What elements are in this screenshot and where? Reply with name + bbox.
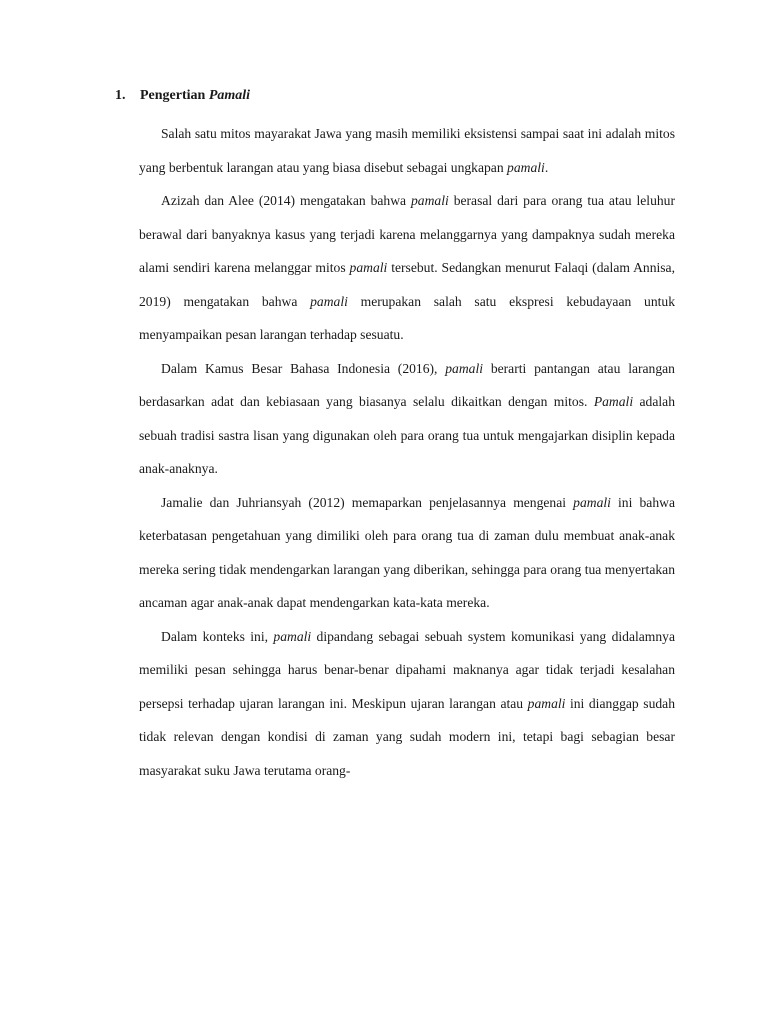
text-run: dipandang sebagai sebuah system komunikasi yang didalamnya memiliki pesan sehingga harus benar-benar dipahami maknanya agar tidak terjadi kesalahan persepsi terhadap ujaran larangan ini. Meskipun ujaran larangan atau <box>139 628 675 711</box>
text-run: ini bahwa keterbatasan pengetahuan yang dimiliki oleh para orang tua di zaman dulu membuat anak-anak mereka sering tidak mendengarkan larangan yang diberikan, sehingga para orang tua menyertakan ancaman agar anak-anak dapat mendengarkan kata-kata mereka. <box>139 494 675 610</box>
text-run: tersebut. Sedangkan menurut Falaqi (dalam Annisa, 2019) mengatakan bahwa <box>139 260 675 309</box>
section-heading <box>115 86 250 106</box>
text-run: merupakan salah satu ekspresi kebudayaan untuk menyampaikan pesan larangan terhadap sesuatu. <box>139 293 675 342</box>
italic-term: pamali <box>273 628 312 644</box>
italic-term: Pamali <box>593 394 634 409</box>
section-title: Pengertian <box>140 88 209 103</box>
paragraph <box>139 117 675 184</box>
body-text <box>139 117 675 787</box>
text-run: Jamalie dan Juhriansyah (2012) memaparkan penjelasannya mengenai <box>161 494 574 510</box>
text-run: adalah sebuah tradisi sastra lisan yang digunakan oleh para orang tua untuk mengajarkan disiplin kepada anak-anaknya. <box>139 394 675 476</box>
text-run: Salah satu mitos mayarakat Jawa yang masih memiliki eksistensi sampai saat ini adalah mitos yang berbentuk larangan atau yang biasa disebut sebagai ungkapan <box>139 126 675 175</box>
italic-term: pamali <box>445 360 484 376</box>
paragraph <box>139 620 675 788</box>
section-title-italic: Pamali <box>208 88 251 103</box>
paragraph <box>139 486 675 620</box>
text-run: berasal dari para orang tua atau leluhur berawal dari banyaknya kasus yang terjadi karena melanggarnya yang dampaknya sudah mereka alami sendiri karena melanggar mitos <box>139 193 675 275</box>
italic-term: pamali <box>310 293 348 309</box>
text-run: Dalam Kamus Besar Bahasa Indonesia (2016), <box>161 360 446 376</box>
text-run: Azizah dan Alee (2014) mengatakan bahwa <box>161 193 411 208</box>
italic-term: pamali <box>349 260 388 275</box>
italic-term: pamali <box>527 695 566 711</box>
section-number: 1. <box>115 88 126 103</box>
italic-term: pamali <box>573 494 611 510</box>
italic-term: pamali <box>507 159 545 175</box>
italic-term: pamali <box>411 193 449 208</box>
text-run: . <box>544 159 549 175</box>
paragraph <box>139 184 675 352</box>
text-run: berarti pantangan atau larangan berdasarkan adat dan kebiasaan yang biasanya selalu dikaitkan dengan mitos. <box>139 360 675 409</box>
text-run: Dalam konteks ini, <box>161 628 274 644</box>
text-run: ini dianggap sudah tidak relevan dengan kondisi di zaman yang sudah modern ini, tetapi bagi sebagian besar masyarakat suku Jawa terutama orang- <box>139 695 675 778</box>
paragraph <box>139 352 675 486</box>
